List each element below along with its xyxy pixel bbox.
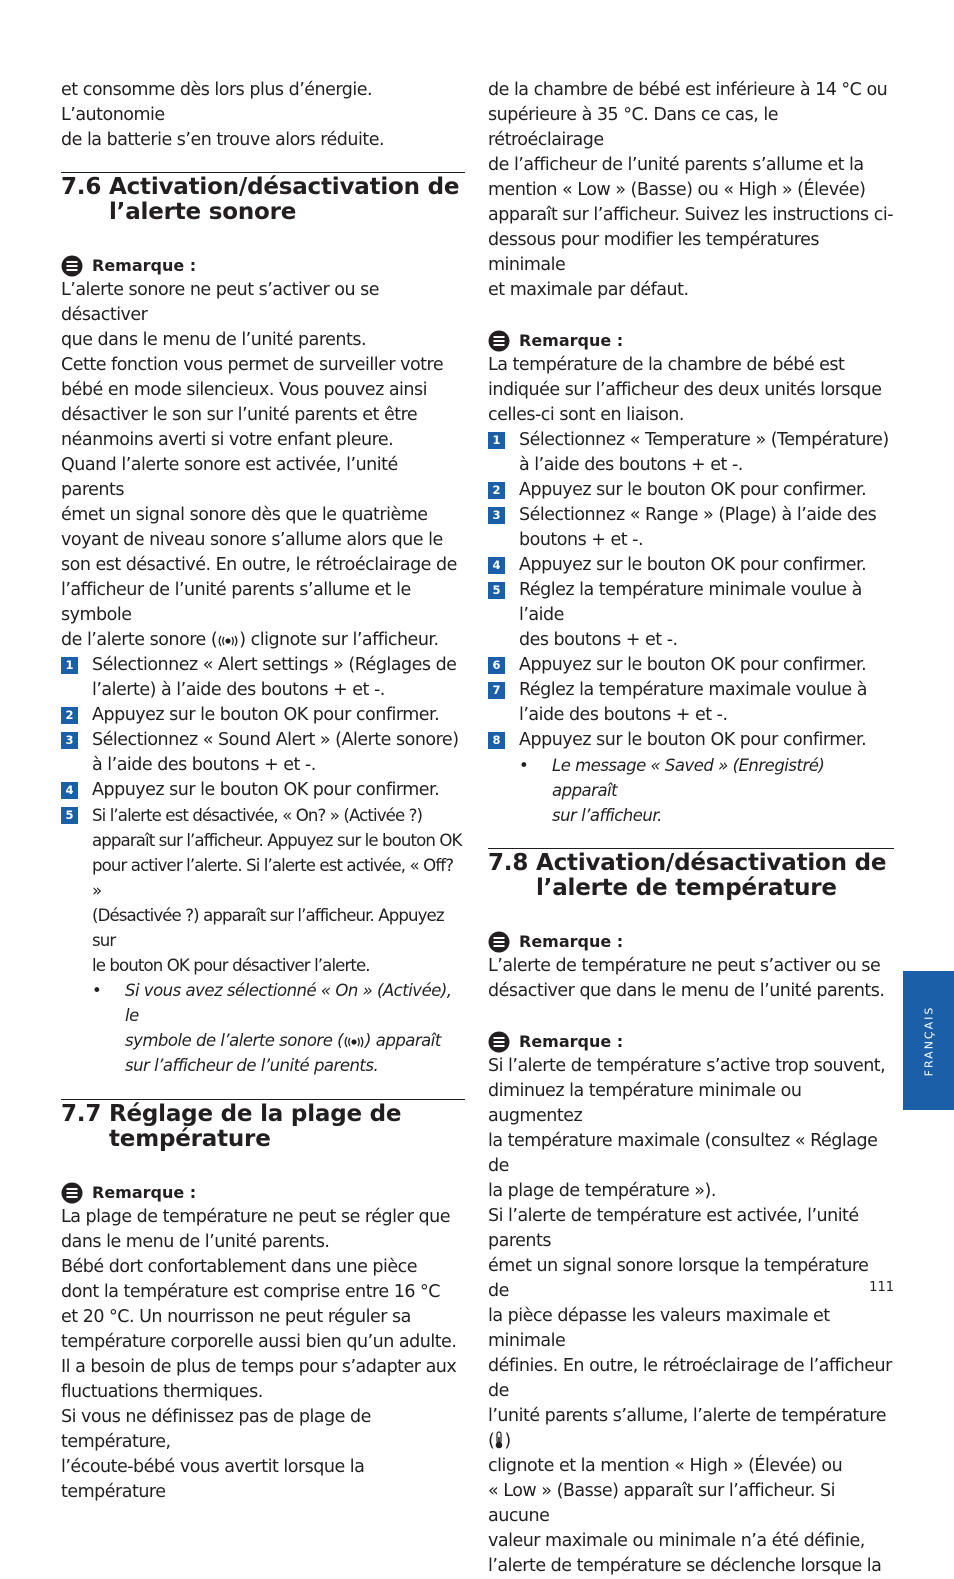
language-tab-label: FRANÇAIS: [922, 1005, 935, 1076]
body-text: dessous pour modifier les températures minimale: [488, 230, 819, 275]
body-text: la pièce dépasse les valeurs maximale et minimale: [488, 1306, 830, 1351]
body-text: bébé en mode silencieux. Vous pouvez ainsi: [61, 380, 427, 400]
note-text: L’alerte sonore ne peut s’activer ou se désactiver: [61, 280, 379, 325]
note-header: [61, 253, 465, 278]
note-label: Remarque :: [92, 1183, 197, 1202]
section-heading-7-6: [61, 173, 465, 225]
body-text: définies. En outre, le rétroéclairage de l’afficheur de: [488, 1356, 892, 1401]
body-text: Bébé dort confortablement dans une pièce: [61, 1257, 418, 1277]
note-text: désactiver que dans le menu de l’unité parents.: [488, 981, 885, 1001]
body-text: émet un signal sonore dès que le quatrième: [61, 505, 428, 525]
step-item: 2 Appuyez sur le bouton OK pour confirmer.: [488, 478, 894, 503]
step-number: 2: [61, 707, 78, 724]
intro-line: et consomme dès lors plus d’énergie. L’autonomie: [61, 80, 373, 125]
sound-alert-icon: [343, 1036, 365, 1048]
body-text: température corporelle aussi bien qu’un adulte.: [61, 1332, 457, 1352]
note-header: [488, 328, 894, 353]
bullet-item: • Si vous avez sélectionné « On » (Activée), le symbole de l’alerte sonore ( ) apparaît sur l’afficheur de l’unité parents.: [92, 981, 452, 1075]
thermometer-icon: [494, 1431, 504, 1449]
note-label: Remarque :: [519, 932, 624, 951]
step-item: 5 Si l’alerte est désactivée, « On? » (Activée ?) apparaît sur l’afficheur. Appuyez sur le bouton OK pour activer l’alerte. Si l’alerte est activée, « Off? » (Désactivée ?) apparaît sur l’afficheur. Appuyez sur le bouton OK pour désactiver l’alerte.: [61, 803, 465, 978]
step-item: 1 Sélectionnez « Temperature » (Température) à l’aide des boutons + et -.: [488, 428, 894, 478]
body-text: émet un signal sonore lorsque la température de: [488, 1256, 869, 1301]
note-text: L’alerte de température ne peut s’activer ou se: [488, 956, 881, 976]
note-label: Remarque :: [92, 256, 197, 275]
note-icon: [488, 330, 510, 352]
body-text: de la chambre de bébé est inférieure à 14 °C ou: [488, 80, 888, 100]
note-header: [61, 1180, 465, 1205]
step-number: 5: [488, 582, 505, 599]
note-text: celles-ci sont en liaison.: [488, 405, 684, 425]
section-number: 7.7: [61, 1101, 102, 1127]
body-text: Si vous ne définissez pas de plage de température,: [61, 1407, 371, 1452]
note-icon: [488, 1031, 510, 1053]
intro-line: de la batterie s’en trouve alors réduite.: [61, 130, 385, 150]
note-text: La température de la chambre de bébé est: [488, 355, 845, 375]
section-heading-7-8: [488, 849, 894, 901]
body-text: voyant de niveau sonore s’allume alors que le: [61, 530, 443, 550]
note-text: la température maximale (consultez « Réglage de: [488, 1131, 878, 1176]
body-text: dont la température est comprise entre 16 °C: [61, 1282, 440, 1302]
bullet-item: • Le message « Saved » (Enregistré) apparaît sur l’afficheur.: [519, 756, 825, 825]
body-text: fluctuations thermiques.: [61, 1382, 263, 1402]
body-text: néanmoins averti si votre enfant pleure.: [61, 430, 394, 450]
section-title-line: Activation/désactivation de: [536, 850, 887, 876]
page-number: 111: [869, 1280, 894, 1295]
body-text: valeur maximale ou minimale n’a été définie,: [488, 1531, 865, 1551]
section-number: 7.8: [488, 850, 529, 876]
note-icon: [488, 931, 510, 953]
steps-list: [488, 428, 894, 753]
note-text: la plage de température »).: [488, 1181, 716, 1201]
section-heading-7-7: [61, 1100, 465, 1152]
section-title-line: température: [109, 1126, 271, 1152]
step-number: 7: [488, 682, 505, 699]
step-number: 4: [488, 557, 505, 574]
section-title-line: l’alerte de température: [536, 875, 837, 901]
sound-alert-icon: [217, 635, 239, 647]
step-item: 7 Réglez la température maximale voulue à l’aide des boutons + et -.: [488, 678, 894, 728]
body-text: de l’alerte sonore ( ) clignote sur l’afficheur.: [61, 630, 439, 650]
body-text: Quand l’alerte sonore est activée, l’unité parents: [61, 455, 398, 500]
body-text: Si l’alerte de température est activée, l’unité parents: [488, 1206, 859, 1251]
body-text: et 20 °C. Un nourrisson ne peut réguler sa: [61, 1307, 411, 1327]
body-text: Il a besoin de plus de temps pour s’adapter aux: [61, 1357, 457, 1377]
note-text: que dans le menu de l’unité parents.: [61, 330, 367, 350]
step-item: 5 Réglez la température minimale voulue à l’aide des boutons + et -.: [488, 578, 894, 653]
body-text: supérieure à 35 °C. Dans ce cas, le rétroéclairage: [488, 105, 778, 150]
body-text: apparaît sur l’afficheur. Suivez les instructions ci-: [488, 205, 894, 225]
step-number: 8: [488, 732, 505, 749]
body-text: l’écoute-bébé vous avertit lorsque la température: [61, 1457, 365, 1502]
note-text: Si l’alerte de température s’active trop souvent,: [488, 1056, 886, 1076]
body-text: clignote et la mention « High » (Élevée) ou: [488, 1456, 843, 1476]
note-icon: [61, 1182, 83, 1204]
step-number: 3: [61, 732, 78, 749]
body-text: l’unité parents s’allume, l’alerte de température ( ): [488, 1406, 886, 1451]
step-number: 4: [61, 782, 78, 799]
section-title-line: l’alerte sonore: [109, 199, 297, 225]
left-column: [61, 78, 465, 1505]
section-title-line: Activation/désactivation de: [109, 174, 460, 200]
body-text: l’alerte de température se déclenche lorsque la: [488, 1556, 882, 1576]
step-item: 6 Appuyez sur le bouton OK pour confirmer.: [488, 653, 894, 678]
body-text: et maximale par défaut.: [488, 280, 689, 300]
body-text: son est désactivé. En outre, le rétroéclairage de: [61, 555, 457, 575]
step-number: 1: [61, 657, 78, 674]
note-header: [488, 929, 894, 954]
note-header: [488, 1029, 894, 1054]
body-text: l’afficheur de l’unité parents s’allume et le symbole: [61, 580, 411, 625]
step-item: 2 Appuyez sur le bouton OK pour confirmer.: [61, 703, 465, 728]
section-title-line: Réglage de la plage de: [109, 1101, 402, 1127]
step-number: 6: [488, 657, 505, 674]
note-icon: [61, 255, 83, 277]
note-text: diminuez la température minimale ou augmentez: [488, 1081, 802, 1126]
body-text: de l’afficheur de l’unité parents s’allume et la: [488, 155, 864, 175]
note-label: Remarque :: [519, 331, 624, 350]
body-text: Cette fonction vous permet de surveiller votre: [61, 355, 444, 375]
step-item: 1 Sélectionnez « Alert settings » (Réglages de l’alerte) à l’aide des boutons + et -.: [61, 653, 465, 703]
note-label: Remarque :: [519, 1032, 624, 1051]
step-item: 4 Appuyez sur le bouton OK pour confirmer.: [488, 553, 894, 578]
step-item: 3 Sélectionnez « Range » (Plage) à l’aide des boutons + et -.: [488, 503, 894, 553]
section-number: 7.6: [61, 174, 102, 200]
body-text: « Low » (Basse) apparaît sur l’afficheur. Si aucune: [488, 1481, 835, 1526]
body-text: désactiver le son sur l’unité parents et être: [61, 405, 418, 425]
body-text: mention « Low » (Basse) ou « High » (Élevée): [488, 180, 866, 200]
right-column: [488, 78, 894, 1579]
step-item: 8 Appuyez sur le bouton OK pour confirmer.: [488, 728, 894, 753]
step-item: 3 Sélectionnez « Sound Alert » (Alerte sonore) à l’aide des boutons + et -.: [61, 728, 465, 778]
note-text: dans le menu de l’unité parents.: [61, 1232, 330, 1252]
language-tab: [903, 971, 954, 1110]
note-text: indiquée sur l’afficheur des deux unités lorsque: [488, 380, 882, 400]
step-number: 3: [488, 507, 505, 524]
step-item: 4 Appuyez sur le bouton OK pour confirmer.: [61, 778, 465, 803]
step-number: 5: [61, 807, 78, 824]
step-number: 2: [488, 482, 505, 499]
steps-list: [61, 653, 465, 978]
step-number: 1: [488, 432, 505, 449]
note-text: La plage de température ne peut se régler que: [61, 1207, 450, 1227]
